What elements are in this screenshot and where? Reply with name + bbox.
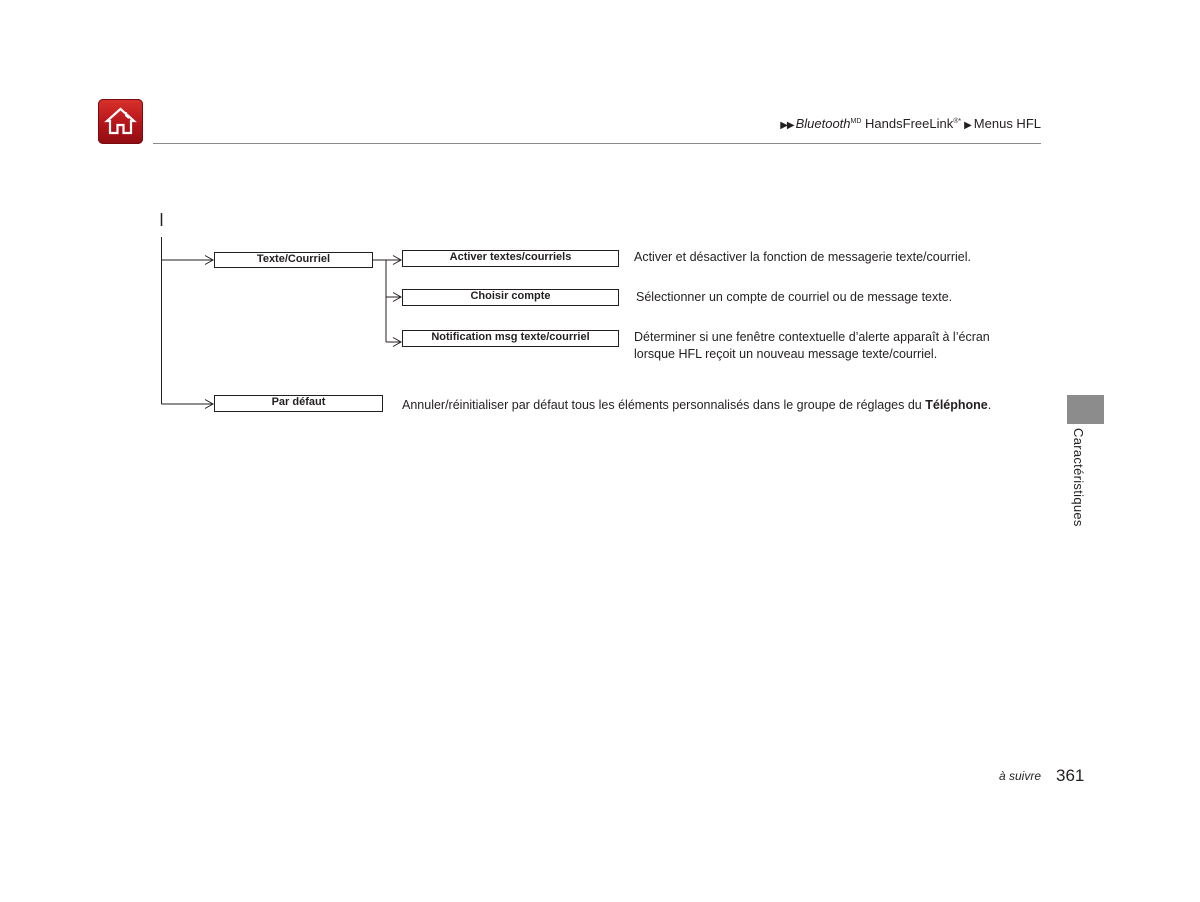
breadcrumb-menus-hfl: Menus HFL	[973, 116, 1041, 131]
description-activer-textes: Activer et désactiver la fonction de messagerie texte/courriel.	[634, 250, 971, 264]
menu-item-texte-courriel[interactable]: Texte/Courriel	[214, 252, 373, 268]
breadcrumb-arrow-icon: ▶	[964, 120, 972, 131]
telephone-emphasis: Téléphone	[925, 398, 988, 412]
description-notification-line2: lorsque HFL reçoit un nouveau message texte/courriel.	[634, 347, 938, 361]
breadcrumb-arrow-icon: ▶▶	[780, 120, 794, 131]
section-label: Caractéristiques	[1071, 428, 1086, 527]
menu-item-notification-msg[interactable]: Notification msg texte/courriel	[402, 330, 619, 347]
breadcrumb: ▶▶ Bluetooth$^{MD}$ HandsFreeLink®* ▶ Menus HFL	[780, 116, 1041, 131]
breadcrumb-handsfreelink[interactable]: HandsFreeLink	[865, 116, 954, 131]
menu-item-choisir-compte[interactable]: Choisir compte	[402, 289, 619, 306]
description-par-defaut: Annuler/réinitialiser par défaut tous les éléments personnalisés dans le groupe de réglages du Téléphone.	[402, 398, 992, 412]
page-number: 361	[1056, 766, 1085, 785]
menu-item-activer-textes[interactable]: Activer textes/courriels	[402, 250, 619, 267]
continue-label: à suivre	[999, 769, 1042, 783]
section-tab[interactable]	[1067, 395, 1104, 424]
breadcrumb-bluetooth[interactable]: Bluetooth	[795, 116, 851, 131]
menu-item-par-defaut[interactable]: Par défaut	[214, 395, 383, 412]
description-notification-line1: Déterminer si une fenêtre contextuelle d’alerte apparaît à l’écran	[634, 330, 990, 344]
description-choisir-compte: Sélectionner un compte de courriel ou de message texte.	[636, 290, 953, 304]
